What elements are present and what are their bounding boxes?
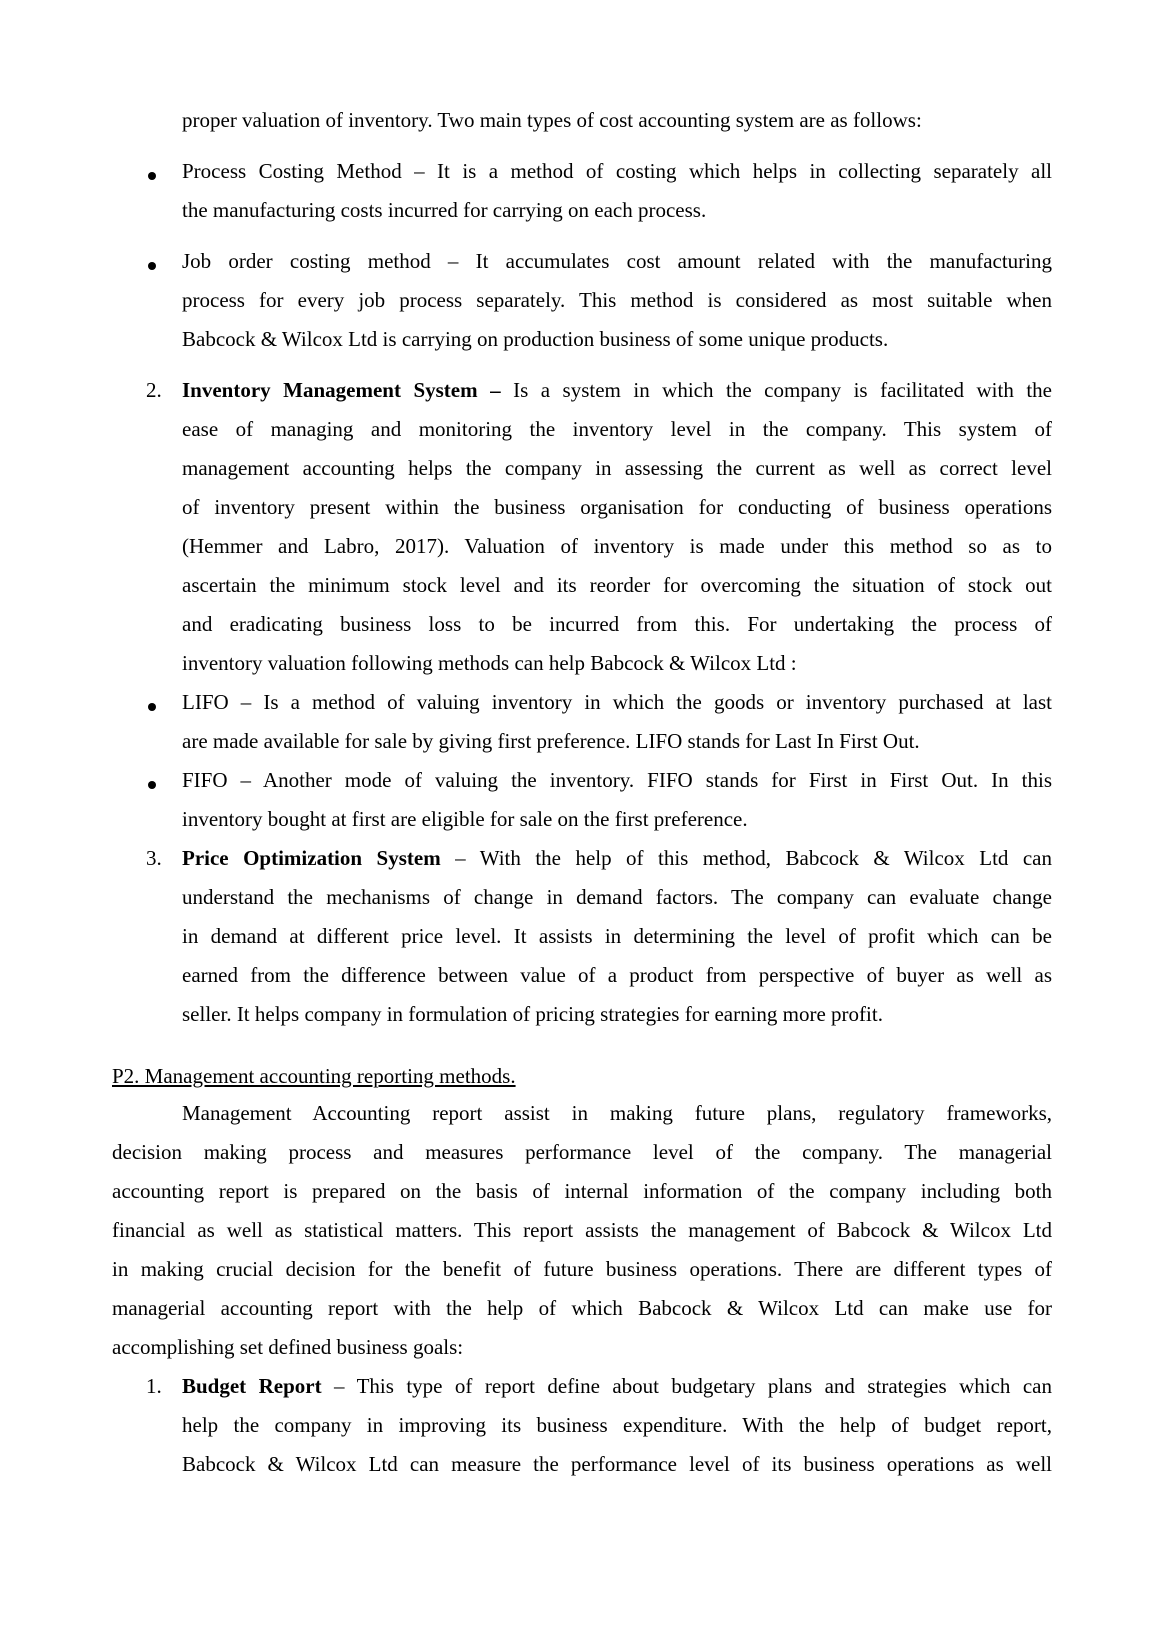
text-line: management accounting helps the company in assessing the current as well as correct level: [182, 456, 1052, 480]
text-line: are made available for sale by giving first preference. LIFO stands for Last In First Out.: [182, 729, 920, 753]
text-line: in demand at different price level. It assists in determining the level of profit which can be: [182, 924, 1052, 948]
text-line: decision making process and measures performance level of the company. The managerial: [112, 1140, 1052, 1164]
text-line: [182, 378, 1052, 402]
bullet-icon: [148, 781, 156, 789]
bullet-icon: [148, 172, 156, 180]
text-line: in making crucial decision for the benefit of future business operations. There are different types of: [112, 1257, 1052, 1281]
text-line: Process Costing Method – It is a method of costing which helps in collecting separately all: [182, 159, 1052, 183]
item-text: Is a system in which the company is facilitated with the: [500, 378, 1052, 402]
text-line: of inventory present within the business organisation for conducting of business operations: [182, 495, 1052, 519]
text-line: ease of managing and monitoring the inventory level in the company. This system of: [182, 417, 1052, 441]
item-title: Price Optimization System: [182, 846, 441, 870]
text-line: [182, 1374, 1052, 1398]
bullet-icon: [148, 703, 156, 711]
text-line: (Hemmer and Labro, 2017). Valuation of inventory is made under this method so as to: [182, 534, 1052, 558]
text-line: earned from the difference between value of a product from perspective of buyer as well as: [182, 963, 1052, 987]
text-line: Job order costing method – It accumulates cost amount related with the manufacturing: [182, 249, 1052, 273]
item-title: Inventory Management System –: [182, 378, 501, 402]
text-line: accomplishing set defined business goals:: [112, 1335, 464, 1359]
text-line: FIFO – Another mode of valuing the inventory. FIFO stands for First in First Out. In this: [182, 768, 1052, 792]
item-text: – With the help of this method, Babcock & Wilcox Ltd can: [440, 846, 1053, 870]
text-line: understand the mechanisms of change in demand factors. The company can evaluate change: [182, 885, 1052, 909]
text-line: process for every job process separately. This method is considered as most suitable when: [182, 288, 1052, 312]
text-line: Babcock & Wilcox Ltd can measure the performance level of its business operations as well: [182, 1452, 1052, 1476]
item-title: Budget Report: [182, 1374, 322, 1398]
text-line: inventory bought at first are eligible for sale on the first preference.: [182, 807, 748, 831]
text-line: ascertain the minimum stock level and its reorder for overcoming the situation of stock out: [182, 573, 1052, 597]
intro-line: proper valuation of inventory. Two main types of cost accounting system are as follows:: [182, 108, 922, 132]
text-line: LIFO – Is a method of valuing inventory in which the goods or inventory purchased at last: [182, 690, 1052, 714]
text-line: Babcock & Wilcox Ltd is carrying on production business of some unique products.: [182, 327, 889, 351]
text-line: financial as well as statistical matters. This report assists the management of Babcock & Wilcox Ltd: [112, 1218, 1052, 1242]
item-number: 2.: [146, 378, 162, 402]
text-line: Management Accounting report assist in making future plans, regulatory frameworks,: [182, 1101, 1052, 1125]
text-line: seller. It helps company in formulation of pricing strategies for earning more profit.: [182, 1002, 883, 1026]
section-heading: P2. Management accounting reporting methods.: [112, 1064, 516, 1088]
bullet-icon: [148, 262, 156, 270]
item-text: – This type of report define about budgetary plans and strategies which can: [321, 1374, 1052, 1398]
text-line: [182, 846, 1052, 870]
text-line: managerial accounting report with the help of which Babcock & Wilcox Ltd can make use for: [112, 1296, 1052, 1320]
text-line: and eradicating business loss to be incurred from this. For undertaking the process of: [182, 612, 1052, 636]
text-line: inventory valuation following methods can help Babcock & Wilcox Ltd :: [182, 651, 797, 675]
text-line: accounting report is prepared on the basis of internal information of the company including both: [112, 1179, 1052, 1203]
item-number: 3.: [146, 846, 162, 870]
item-number: 1.: [146, 1374, 162, 1398]
text-line: the manufacturing costs incurred for carrying on each process.: [182, 198, 707, 222]
text-line: help the company in improving its business expenditure. With the help of budget report,: [182, 1413, 1052, 1437]
